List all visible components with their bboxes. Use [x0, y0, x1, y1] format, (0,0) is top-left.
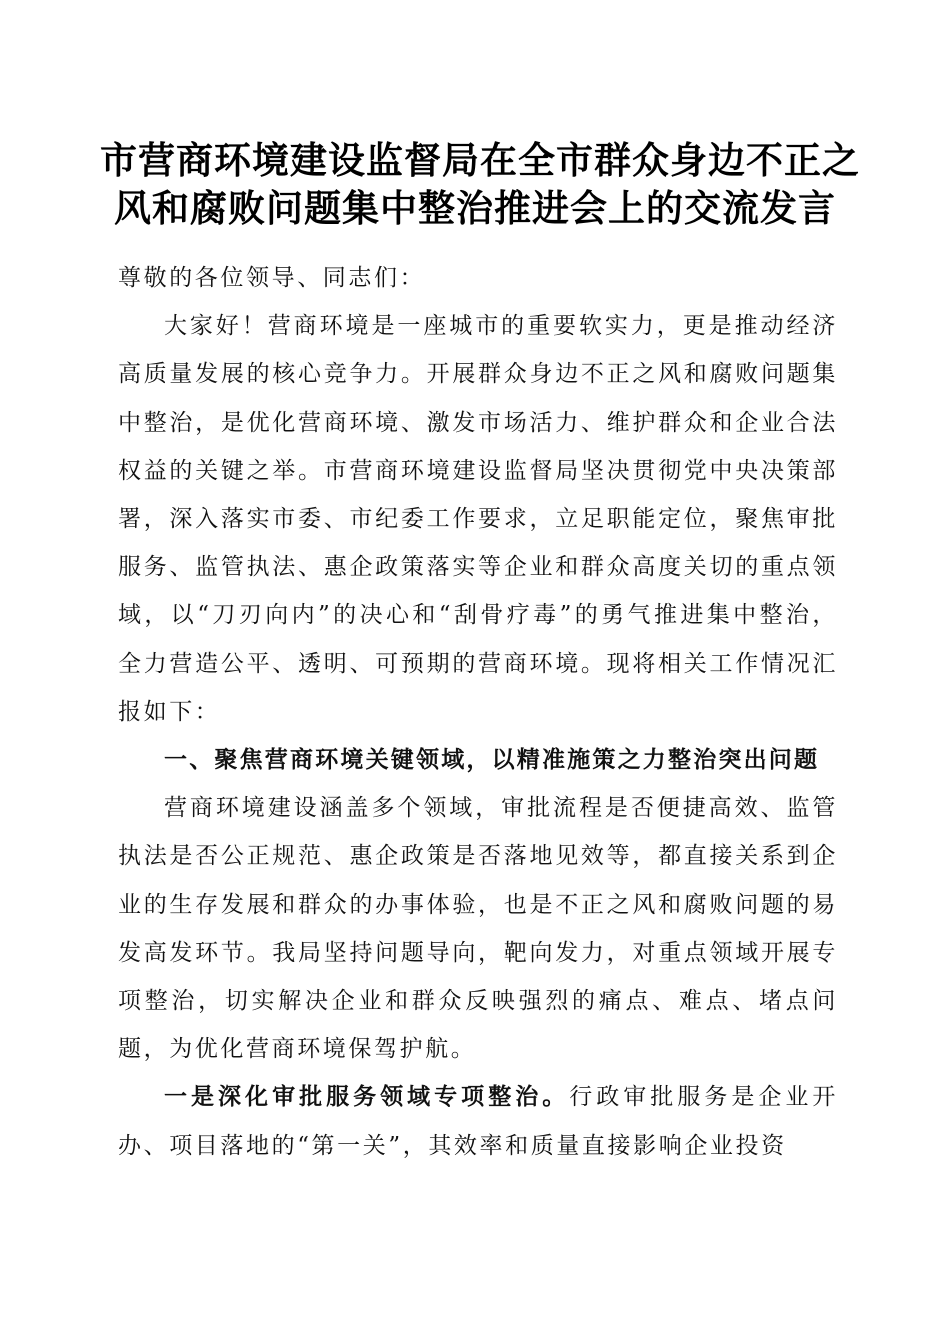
paragraph-intro: 大家好！营商环境是一座城市的重要软实力，更是推动经济高质量发展的核心竞争力。开展群众身边不正之风和腐败问题集中整治，是优化营商环境、激发市场活力、维护群众和企业合法权益的关键之举。市营商环境建设监督局坚决贯彻党中央决策部署，深入落实市委、市纪委工作要求，立足职能定位，聚焦审批服务、监管执法、惠企政策落实等企业和群众高度关切的重点领域，以“刀刃向内”的决心和“刮骨疗毒”的勇气推进集中整治，全力营造公平、透明、可预期的营商环境。现将相关工作情况汇报如下： [118, 313, 838, 725]
item-1-lead: 一是深化审批服务领域专项整治。 [164, 1084, 570, 1111]
document-title-line-2: 风和腐败问题集中整治推进会上的交流发言 [114, 186, 836, 230]
section-heading-1: 一、聚焦营商环境关键领域，以精准施策之力整治突出问题 [164, 747, 820, 774]
paragraph-item-1 [118, 1073, 838, 1169]
paragraph-section-1: 营商环境建设涵盖多个领域，审批流程是否便捷高效、监管执法是否公正规范、惠企政策是否落地见效等，都直接关系到企业的生存发展和群众的办事体验，也是不正之风和腐败问题的易发高发环节。我局坚持问题导向，靶向发力，对重点领域开展专项整治，切实解决企业和群众反映强烈的痛点、难点、堵点问题，为优化营商环境保驾护航。 [118, 795, 838, 1063]
document-title-line-1: 市营商环境建设监督局在全市群众身边不正之 [100, 138, 860, 182]
document-body [118, 254, 838, 1170]
salutation: 尊敬的各位领导、同志们： [118, 265, 426, 291]
item-1-text: 行政审批服务是企业开办、项目落地的“第一关”，其效率和质量直接影响企业投资 [118, 1084, 839, 1159]
